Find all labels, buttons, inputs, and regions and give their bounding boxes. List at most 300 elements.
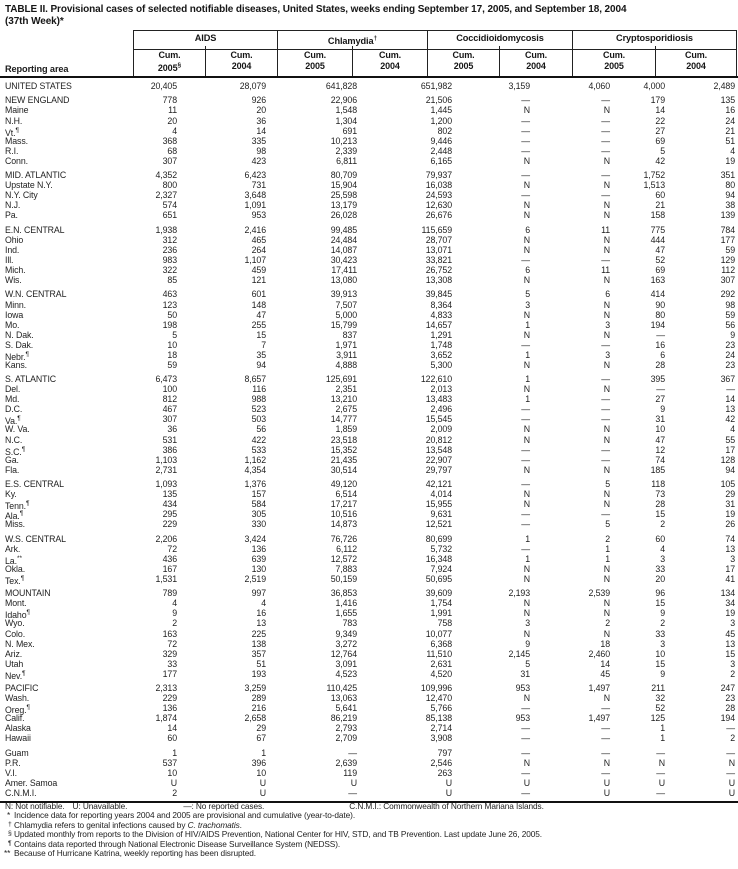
data-cell: 10 xyxy=(167,339,177,350)
data-cell: — xyxy=(521,444,530,455)
data-cell: 73 xyxy=(655,489,665,500)
data-cell: 305 xyxy=(251,509,266,520)
data-cell: 135 xyxy=(720,95,735,106)
data-cell: 134 xyxy=(720,588,735,599)
data-cell: 3,648 xyxy=(244,190,266,201)
data-cell: 6 xyxy=(660,349,665,360)
data-cell: 651 xyxy=(162,210,177,221)
column-header-line1: Cum. xyxy=(524,50,548,60)
data-cell: N xyxy=(523,464,530,475)
data-cell: 2,519 xyxy=(244,573,266,584)
data-cell: 3 xyxy=(660,638,665,649)
italic-species-name: C. trachomatis xyxy=(187,819,240,830)
data-cell: 39,913 xyxy=(330,289,357,300)
data-cell: 292 xyxy=(720,289,735,300)
data-cell: 74 xyxy=(725,533,735,544)
data-cell: N xyxy=(603,464,610,475)
data-cell: 247 xyxy=(720,683,735,694)
data-cell: 5 xyxy=(605,519,610,530)
footnote-marker: § xyxy=(8,830,12,838)
data-cell: 4 xyxy=(730,424,735,435)
data-cell: 3 xyxy=(525,299,530,310)
data-cell: 13 xyxy=(725,543,735,554)
row-label: Iowa xyxy=(5,309,24,320)
data-cell: 13,483 xyxy=(425,394,452,405)
data-cell: 5,732 xyxy=(430,543,452,554)
data-cell: 118 xyxy=(651,479,665,490)
data-cell: 23 xyxy=(725,359,735,370)
column-header-chlamydia-2005 xyxy=(277,46,352,76)
data-cell: 523 xyxy=(251,404,266,415)
data-cell: 29,797 xyxy=(425,464,452,475)
data-cell: N xyxy=(603,275,610,286)
reporting-area-label: Reporting area xyxy=(5,64,69,74)
data-cell: 1 xyxy=(660,723,665,734)
data-cell: 2,496 xyxy=(430,404,452,415)
data-cell: 90 xyxy=(655,299,665,310)
data-cell: 802 xyxy=(437,125,452,136)
data-cell: 36 xyxy=(167,424,177,435)
data-cell: 335 xyxy=(251,135,266,146)
data-cell: 20,812 xyxy=(425,434,452,445)
data-cell: 3,424 xyxy=(244,533,266,544)
row-label: Va.¶ xyxy=(5,415,21,427)
data-cell: — xyxy=(601,703,610,714)
table-row xyxy=(0,190,738,200)
data-cell: 28 xyxy=(725,703,735,714)
data-cell: 34 xyxy=(725,598,735,609)
table-row xyxy=(0,245,738,255)
data-cell: 23 xyxy=(725,693,735,704)
data-cell: 4,523 xyxy=(335,668,357,679)
data-cell: 7 xyxy=(261,339,266,350)
data-cell: 2 xyxy=(660,618,665,629)
row-label: S. ATLANTIC xyxy=(5,374,57,385)
table-row xyxy=(0,81,738,91)
data-cell: 32 xyxy=(655,693,665,704)
data-cell: 1,531 xyxy=(155,573,177,584)
data-cell: 33 xyxy=(167,658,177,669)
data-cell: 1 xyxy=(605,553,610,564)
data-cell: — xyxy=(726,767,735,778)
data-cell: 4 xyxy=(730,145,735,156)
data-cell: — xyxy=(521,190,530,201)
data-cell: 5 xyxy=(172,329,177,340)
data-cell: N xyxy=(603,244,610,255)
data-cell: 1,991 xyxy=(430,608,452,619)
data-cell: 783 xyxy=(342,618,357,629)
data-cell: — xyxy=(521,115,530,126)
data-cell: 33 xyxy=(655,628,665,639)
data-cell: 1,748 xyxy=(430,339,452,350)
data-cell: 51 xyxy=(725,135,735,146)
data-cell: N xyxy=(603,309,610,320)
row-label: N.C. xyxy=(5,434,23,445)
data-cell: 1,200 xyxy=(430,115,452,126)
data-cell: — xyxy=(348,747,357,758)
data-cell: 3 xyxy=(730,618,735,629)
data-cell: 60 xyxy=(655,533,665,544)
table-row xyxy=(0,136,738,146)
data-cell: 8,364 xyxy=(430,299,452,310)
data-cell: 112 xyxy=(721,264,735,275)
data-cell: 15 xyxy=(655,658,665,669)
data-cell: N xyxy=(603,384,610,395)
column-header-coccidioidomycosis-2004 xyxy=(499,46,572,76)
data-cell: 330 xyxy=(251,519,266,530)
data-cell: — xyxy=(521,339,530,350)
data-cell: 5 xyxy=(605,479,610,490)
data-cell: 395 xyxy=(650,374,665,385)
data-cell: — xyxy=(601,125,610,136)
data-cell: 110,425 xyxy=(326,683,357,694)
data-cell: N xyxy=(523,200,530,211)
data-cell: 4 xyxy=(172,598,177,609)
data-cell: N xyxy=(603,105,610,116)
data-cell: 28 xyxy=(655,499,665,510)
table-row xyxy=(0,693,738,703)
table-row xyxy=(0,608,738,621)
table-title-line2: (37th Week)* xyxy=(5,15,64,27)
footnotes xyxy=(0,802,733,858)
legend-item: C.N.M.I.: Commonwealth of Northern Mariana Islands. xyxy=(349,801,544,811)
data-cell: 68 xyxy=(167,145,177,156)
data-cell: 3,911 xyxy=(336,349,357,360)
table-row xyxy=(0,588,738,598)
data-cell: 307 xyxy=(162,155,177,166)
data-cell: 9 xyxy=(525,638,530,649)
row-label: D.C. xyxy=(5,404,23,415)
row-label: E.S. CENTRAL xyxy=(5,479,64,490)
data-cell: 2,339 xyxy=(335,145,357,156)
data-cell: 193 xyxy=(251,668,266,679)
data-cell: 177 xyxy=(162,668,177,679)
data-cell: 2,793 xyxy=(335,723,357,734)
data-cell: 2 xyxy=(605,618,610,629)
column-header-line1: Cum. xyxy=(230,50,253,60)
data-cell: 1 xyxy=(525,319,530,330)
data-cell: 1 xyxy=(605,543,610,554)
data-cell: 10,213 xyxy=(330,135,357,146)
data-cell: N xyxy=(523,210,530,221)
column-group-label: Chlamydia xyxy=(327,36,374,47)
data-cell: — xyxy=(601,170,610,181)
data-cell: 109,996 xyxy=(420,683,452,694)
table-row xyxy=(0,210,738,220)
column-group-label: Cryptosporidiosis xyxy=(616,33,693,43)
row-label: Miss. xyxy=(5,519,26,530)
table-row xyxy=(0,95,738,105)
data-cell: N xyxy=(603,499,610,510)
data-cell: 28,707 xyxy=(425,234,452,245)
table-row xyxy=(0,310,738,320)
data-cell: N xyxy=(523,628,530,639)
data-cell: N xyxy=(603,573,610,584)
footnote-marker: * xyxy=(7,810,11,821)
data-cell: U xyxy=(445,788,452,798)
data-cell: 953 xyxy=(251,210,266,221)
data-cell: — xyxy=(521,254,530,265)
data-cell: 99,485 xyxy=(330,224,357,235)
data-cell: 211 xyxy=(651,683,665,694)
data-cell: 9 xyxy=(660,668,665,679)
data-cell: 22,906 xyxy=(330,95,357,106)
data-cell: 27 xyxy=(655,125,665,136)
data-cell: 10 xyxy=(655,424,665,435)
data-cell: — xyxy=(601,374,610,385)
footnote-marker: † xyxy=(8,820,12,828)
column-header-line2: 2005 xyxy=(604,60,624,71)
data-cell: 17 xyxy=(725,563,735,574)
data-cell: N xyxy=(603,180,610,191)
data-cell: — xyxy=(521,509,530,520)
data-cell: 2,009 xyxy=(430,424,452,435)
data-cell: 926 xyxy=(251,95,266,106)
data-cell: 163 xyxy=(650,275,665,286)
column-header-line1: Cum. xyxy=(378,50,402,60)
data-cell: N xyxy=(603,200,610,211)
table-row xyxy=(0,509,738,522)
data-cell: 13 xyxy=(725,638,735,649)
data-cell: 12,630 xyxy=(425,200,452,211)
data-cell: 4,000 xyxy=(643,81,665,91)
footnote-marker: † xyxy=(373,35,378,42)
data-cell: 1,445 xyxy=(430,105,452,116)
data-cell: 74 xyxy=(655,454,665,465)
footnote-line: ¶ Contains data reported through National Electronic Disease Surveillance System (NEDSS). xyxy=(8,838,341,849)
data-cell: 69 xyxy=(655,135,665,146)
data-cell: 9,446 xyxy=(430,135,452,146)
data-cell: 307 xyxy=(720,275,735,286)
table-row xyxy=(0,758,738,768)
row-label: Del. xyxy=(5,384,21,395)
data-cell: 80,709 xyxy=(330,170,357,181)
row-label: Oreg.¶ xyxy=(5,704,31,716)
data-cell: 86,219 xyxy=(330,713,357,724)
data-cell: N xyxy=(603,757,610,768)
data-cell: 47 xyxy=(655,434,665,445)
data-cell: 778 xyxy=(162,95,177,106)
table-row xyxy=(0,424,738,434)
data-cell: 136 xyxy=(162,703,177,714)
data-cell: 56 xyxy=(725,319,735,330)
column-header-line2: 2004 xyxy=(231,60,252,71)
data-cell: — xyxy=(521,703,530,714)
data-cell: 6,368 xyxy=(430,638,452,649)
data-cell: 98 xyxy=(725,299,735,310)
data-cell: 4,520 xyxy=(430,668,452,679)
data-cell: 15 xyxy=(256,329,266,340)
data-cell: — xyxy=(521,767,530,778)
data-cell: 49,120 xyxy=(330,479,357,490)
row-label: S.C.¶ xyxy=(5,445,26,457)
row-label: Minn. xyxy=(5,299,27,310)
data-cell: — xyxy=(521,170,530,181)
data-cell: N xyxy=(603,424,610,435)
data-cell: 797 xyxy=(437,747,452,758)
data-cell: 50,695 xyxy=(425,573,452,584)
column-header-line2: 2004 xyxy=(380,60,400,71)
legend-item: —: No reported cases. xyxy=(183,801,265,811)
data-cell: 11 xyxy=(601,224,610,235)
data-cell: — xyxy=(601,414,610,425)
data-cell: 2,675 xyxy=(335,404,357,415)
table-row xyxy=(0,669,738,679)
table-row xyxy=(0,554,738,564)
column-header-aids-2004 xyxy=(205,46,277,76)
table-row xyxy=(0,534,738,544)
data-cell: — xyxy=(521,543,530,554)
table-row xyxy=(0,146,738,156)
table-row xyxy=(0,394,738,404)
data-cell: — xyxy=(521,519,530,530)
table-row xyxy=(0,105,738,115)
data-cell: 158 xyxy=(650,210,665,221)
table-row xyxy=(0,748,738,758)
row-label: Ala.¶ xyxy=(5,510,24,522)
data-cell: N xyxy=(523,434,530,445)
data-cell: 2,709 xyxy=(335,733,357,744)
data-cell: 436 xyxy=(162,553,177,564)
data-cell: 2,351 xyxy=(335,384,357,395)
data-cell: 100 xyxy=(162,384,177,395)
data-cell: 80 xyxy=(725,180,735,191)
data-cell: 20 xyxy=(655,573,665,584)
data-cell: 185 xyxy=(650,464,665,475)
data-cell: 1,874 xyxy=(155,713,177,724)
data-cell: N xyxy=(603,155,610,166)
data-cell: 307 xyxy=(162,414,177,425)
data-cell: 812 xyxy=(162,394,177,405)
data-cell: 47 xyxy=(655,244,665,255)
data-cell: 85,138 xyxy=(425,713,452,724)
data-cell: N xyxy=(523,309,530,320)
data-cell: — xyxy=(601,747,610,758)
table-row xyxy=(0,703,738,716)
data-cell: 1,655 xyxy=(335,608,357,619)
data-cell: — xyxy=(521,723,530,734)
data-cell: 1,304 xyxy=(335,115,357,126)
data-cell: 94 xyxy=(725,190,735,201)
row-label: C.N.M.I. xyxy=(5,788,37,798)
data-cell: 1 xyxy=(525,533,530,544)
row-label: Ohio xyxy=(5,234,24,245)
data-cell: 9 xyxy=(172,608,177,619)
data-cell: 1,859 xyxy=(335,424,357,435)
table-row xyxy=(0,235,738,245)
data-cell: 1,548 xyxy=(335,105,357,116)
data-cell: 179 xyxy=(650,95,665,106)
data-cell: 96 xyxy=(655,588,665,599)
data-cell: 45 xyxy=(725,628,735,639)
data-cell: 6,514 xyxy=(335,489,357,500)
data-cell: 6,423 xyxy=(244,170,266,181)
data-cell: — xyxy=(601,115,610,126)
data-cell: 198 xyxy=(162,319,177,330)
data-cell: 1 xyxy=(525,553,530,564)
data-cell: 10 xyxy=(655,648,665,659)
data-cell: 12 xyxy=(655,444,665,455)
data-cell: 16 xyxy=(655,339,665,350)
table-row xyxy=(0,170,738,180)
header-group-row xyxy=(0,30,738,46)
data-cell: 15 xyxy=(725,648,735,659)
data-cell: 22 xyxy=(655,115,665,126)
data-cell: 2,145 xyxy=(508,648,530,659)
data-cell: 4 xyxy=(261,598,266,609)
data-cell: 9 xyxy=(730,329,735,340)
data-cell: 139 xyxy=(720,210,735,221)
data-cell: U xyxy=(350,777,357,788)
table-row xyxy=(0,275,738,285)
data-cell: N xyxy=(603,210,610,221)
data-cell: 1,416 xyxy=(335,598,357,609)
table-row xyxy=(0,414,738,427)
data-cell: N xyxy=(523,608,530,619)
table-row xyxy=(0,618,738,628)
data-cell: 2,460 xyxy=(588,648,610,659)
table-row xyxy=(0,629,738,639)
row-label: Nebr.¶ xyxy=(5,350,30,362)
data-cell: 800 xyxy=(162,180,177,191)
legend-item: N: Not notifiable. xyxy=(5,801,65,811)
column-group-label: AIDS xyxy=(194,33,217,43)
footnote-marker: ¶ xyxy=(25,350,30,358)
data-cell: 24,484 xyxy=(330,234,357,245)
table-row xyxy=(0,489,738,499)
data-cell: 17,411 xyxy=(331,264,357,275)
table-row xyxy=(0,649,738,659)
data-cell: 123 xyxy=(162,299,177,310)
data-cell: 15,545 xyxy=(425,414,452,425)
data-cell: — xyxy=(601,767,610,778)
data-cell: 24 xyxy=(725,115,735,126)
data-cell: 6,112 xyxy=(336,543,357,554)
data-cell: — xyxy=(521,404,530,415)
column-header-line1: Cum. xyxy=(452,50,475,60)
data-cell: 56 xyxy=(256,424,266,435)
data-cell: 16 xyxy=(725,105,735,116)
data-cell: 396 xyxy=(251,757,266,768)
data-cell: 13,210 xyxy=(330,394,357,405)
table-row xyxy=(0,778,738,788)
table-row xyxy=(0,300,738,310)
data-cell: 289 xyxy=(251,693,266,704)
data-cell: 1,291 xyxy=(430,329,452,340)
data-cell: 997 xyxy=(251,588,266,599)
row-label: Mo. xyxy=(5,319,20,330)
data-cell: U xyxy=(445,777,452,788)
row-label: Alaska xyxy=(5,723,31,734)
data-cell: U xyxy=(170,777,177,788)
column-header-line2: 2004 xyxy=(526,60,546,71)
data-cell: 236 xyxy=(162,244,177,255)
data-cell: 52 xyxy=(655,703,665,714)
footnote-marker: ¶ xyxy=(26,704,31,712)
data-cell: 1 xyxy=(525,394,530,405)
data-cell: 14,777 xyxy=(330,414,357,425)
data-cell: 13,063 xyxy=(330,693,357,704)
table-row xyxy=(0,340,738,350)
data-cell: 125,691 xyxy=(325,374,357,385)
data-cell: 11,510 xyxy=(426,648,452,659)
data-cell: 216 xyxy=(251,703,266,714)
row-label: Pa. xyxy=(5,210,18,221)
data-cell: N xyxy=(603,608,610,619)
table-row xyxy=(0,544,738,554)
table-row xyxy=(0,350,738,360)
data-cell: 322 xyxy=(162,264,177,275)
